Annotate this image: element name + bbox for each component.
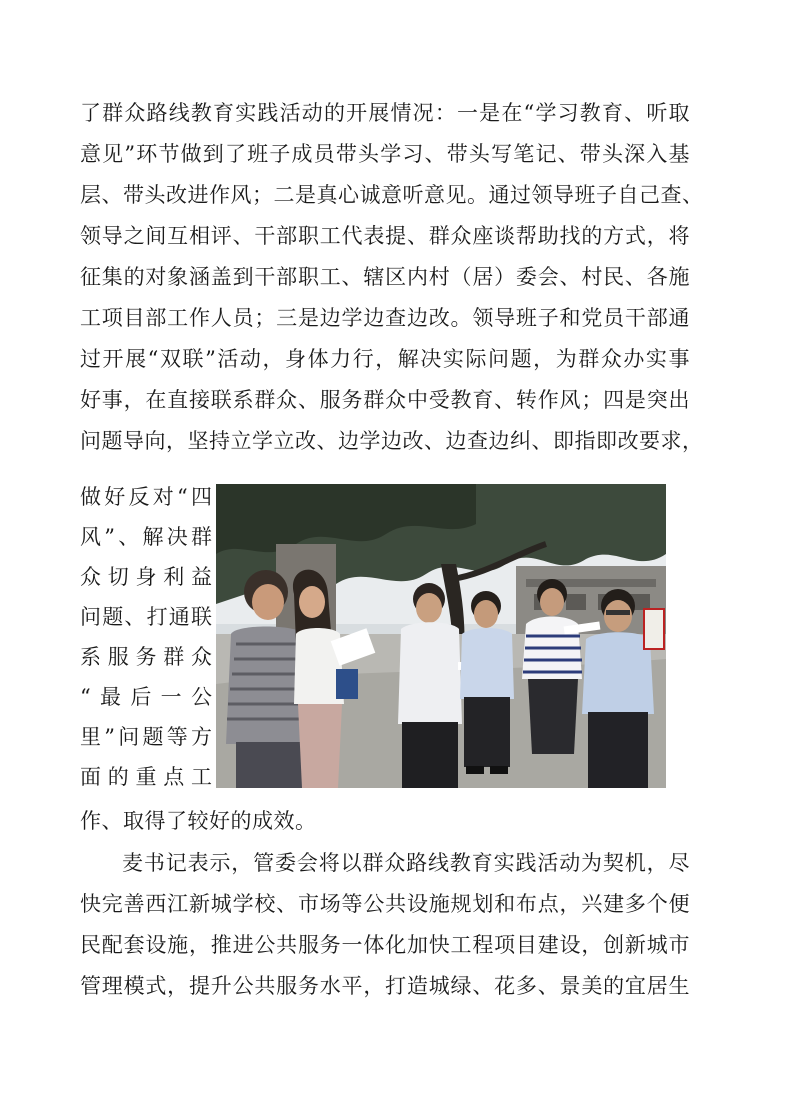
text-line: 了群众路线教育实践活动的开展情况：一是在“学习教育、听取 — [80, 101, 690, 125]
text-line: 意见”环节做到了班子成员带头学习、带头写笔记、带头深入基 — [80, 142, 690, 166]
text-line: 工项目部工作人员；三是边学边查边改。领导班子和党员干部通 — [80, 306, 690, 330]
side-text-line: 面的重点工 — [80, 765, 212, 789]
side-text-line: 众切身利益 — [80, 565, 212, 589]
photo-illustration — [216, 484, 666, 788]
text-line: 征集的对象涵盖到干部职工、辖区内村（居）委会、村民、各施 — [80, 265, 690, 289]
text-line: 层、带头改进作风；二是真心诚意听意见。通过领导班子自己查、 — [80, 183, 704, 207]
text-line: 作、取得了较好的成效。 — [80, 809, 317, 833]
text-line: 管理模式，提升公共服务水平，打造城绿、花多、景美的宜居生 — [80, 974, 690, 998]
text-line: 快完善西江新城学校、市场等公共设施规划和布点，兴建多个便 — [80, 892, 690, 916]
text-line: 好事，在直接联系群众、服务群众中受教育、转作风；四是突出 — [80, 388, 690, 412]
side-text-line: 问题、打通联 — [80, 605, 212, 629]
text-line: 领导之间互相评、干部职工代表提、群众座谈帮助找的方式，将 — [80, 224, 690, 248]
photo-officials-inspection — [216, 484, 666, 788]
side-text-line: “最后一公 — [80, 685, 212, 709]
text-line: 麦书记表示，管委会将以群众路线教育实践活动为契机，尽 — [122, 851, 690, 875]
text-line: 民配套设施，推进公共服务一体化加快工程项目建设，创新城市 — [80, 933, 690, 957]
side-text-line: 风”、解决群 — [80, 525, 212, 549]
side-text-line: 系服务群众 — [80, 645, 212, 669]
side-text-line: 里”问题等方 — [80, 725, 212, 749]
text-line: 问题导向，坚持立学立改、边学边改、边查边纠、即指即改要求， — [80, 429, 704, 453]
side-text-line: 做好反对“四 — [80, 485, 212, 509]
text-line: 过开展“双联”活动，身体力行，解决实际问题，为群众办实事 — [80, 347, 690, 371]
